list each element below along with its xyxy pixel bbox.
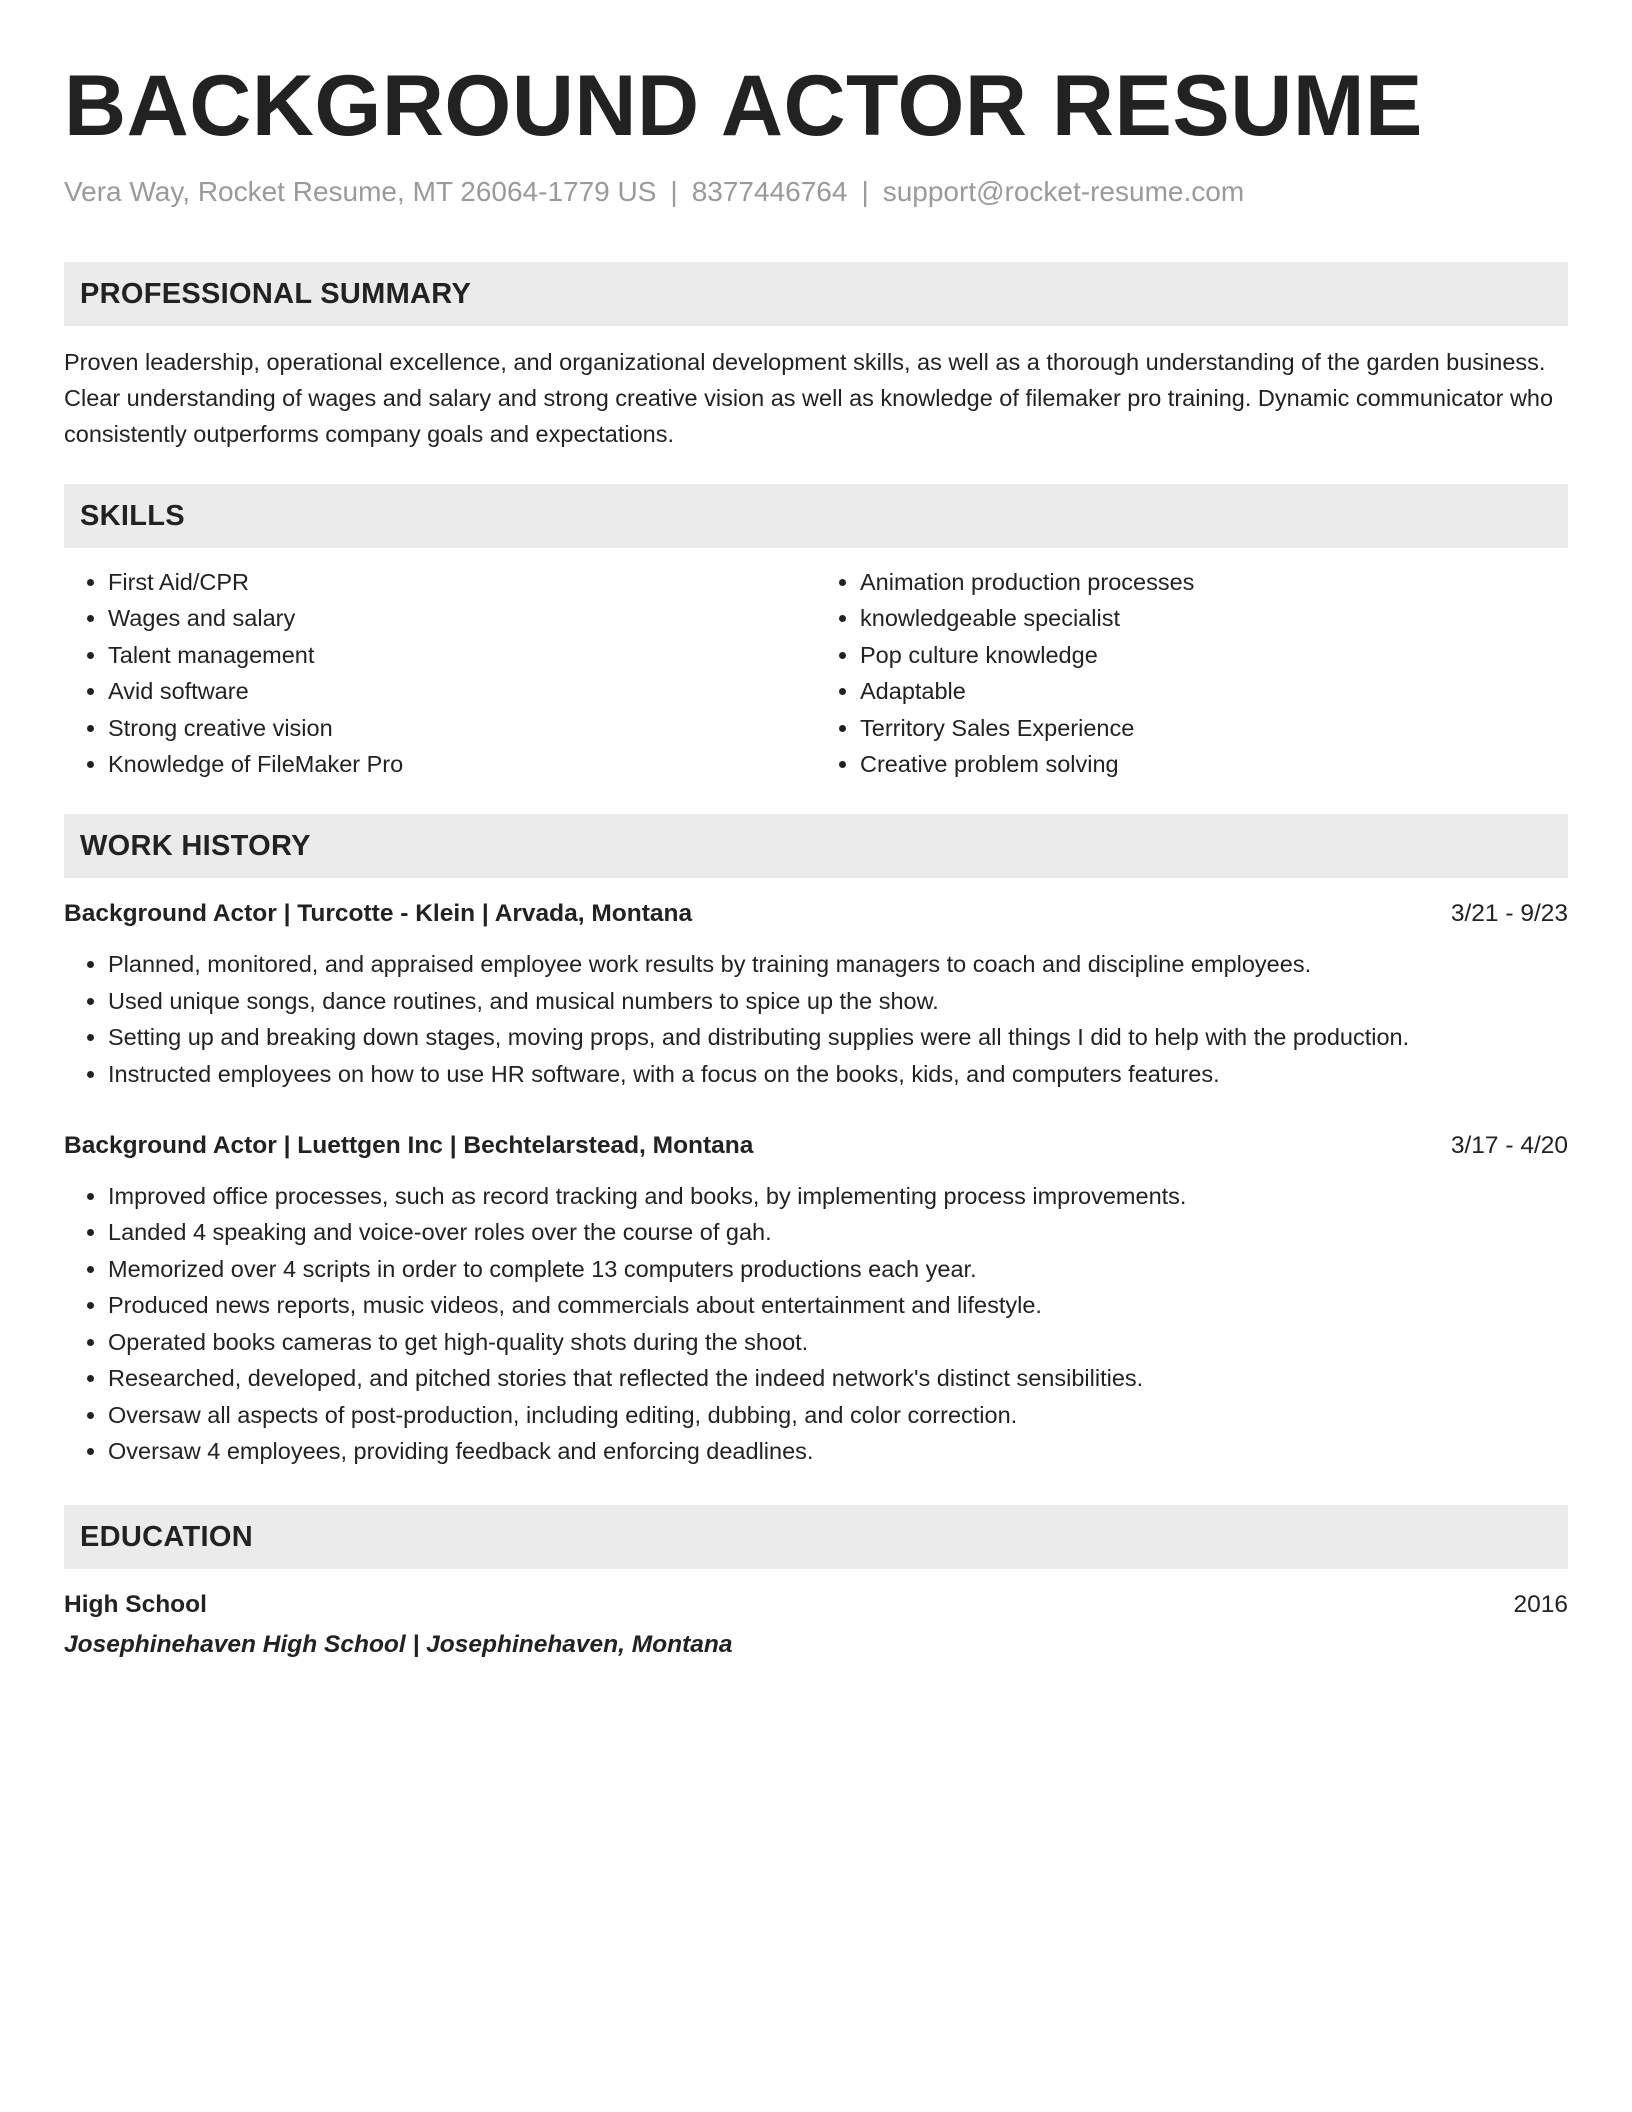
contact-phone: 8377446764 — [691, 176, 848, 207]
section-heading-education: EDUCATION — [64, 1505, 1568, 1569]
skill-item: • Knowledge of FileMaker Pro — [108, 746, 816, 782]
job-header — [64, 1128, 1568, 1164]
section-heading-skills: SKILLS — [64, 484, 1568, 548]
contact-separator: | — [670, 176, 678, 207]
job-bullet: • Oversaw all aspects of post-production, including editing, dubbing, and color correction. — [108, 1397, 1568, 1433]
skill-item: • knowledgeable specialist — [860, 600, 1568, 636]
skill-item: • Creative problem solving — [860, 746, 1568, 782]
job-bullet: • Operated books cameras to get high-quality shots during the shoot. — [108, 1324, 1568, 1360]
contact-email: support@rocket-resume.com — [882, 176, 1245, 207]
job-bullet: • Instructed employees on how to use HR software, with a focus on the books, kids, and computers features. — [108, 1056, 1568, 1092]
skill-item: • Strong creative vision — [108, 710, 816, 746]
job-dates: 3/17 - 4/20 — [1450, 1132, 1568, 1160]
contact-line — [64, 174, 1568, 210]
contact-separator: | — [861, 176, 869, 207]
skill-item: • First Aid/CPR — [108, 564, 816, 600]
education-entry — [64, 1587, 1568, 1663]
job-bullet: • Improved office processes, such as record tracking and books, by implementing process improvements. — [108, 1178, 1568, 1214]
job-bullet: • Landed 4 speaking and voice-over roles over the course of gah. — [108, 1214, 1568, 1250]
job-bullet: • Planned, monitored, and appraised employee work results by training managers to coach and discipline employees. — [108, 946, 1568, 982]
education-school: Josephinehaven High School | Josephinehaven, Montana — [64, 1631, 733, 1659]
job-bullet: • Researched, developed, and pitched stories that reflected the indeed network's distinct sensibilities. — [108, 1360, 1568, 1396]
summary-text: Proven leadership, operational excellence, and organizational development skills, as well as a thorough understanding of the garden business. Clear understanding of wages and salary and strong creative vision as well as knowledge of filemaker pro training. Dynamic communicator who consistently outperforms company goals and expectations. — [64, 349, 1554, 447]
skill-item: • Animation production processes — [860, 564, 1568, 600]
job-title: Background Actor | Luettgen Inc | Bechtelarstead, Montana — [64, 1132, 754, 1160]
section-heading-summary: PROFESSIONAL SUMMARY — [64, 262, 1568, 326]
education-year: 2016 — [1513, 1591, 1568, 1619]
job-entry — [64, 896, 1568, 1092]
contact-address: Vera Way, Rocket Resume, MT 26064-1779 US — [64, 176, 657, 207]
skill-item: • Territory Sales Experience — [860, 710, 1568, 746]
skill-item: • Adaptable — [860, 673, 1568, 709]
education-degree: High School — [64, 1591, 207, 1619]
job-header — [64, 896, 1568, 932]
skill-item: • Pop culture knowledge — [860, 637, 1568, 673]
education-header — [64, 1587, 1568, 1623]
job-bullet: • Produced news reports, music videos, and commercials about entertainment and lifestyle. — [108, 1287, 1568, 1323]
job-dates: 3/21 - 9/23 — [1450, 900, 1568, 928]
job-bullet: • Memorized over 4 scripts in order to complete 13 computers productions each year. — [108, 1251, 1568, 1287]
job-bullet: • Oversaw 4 employees, providing feedback and enforcing deadlines. — [108, 1433, 1568, 1469]
skills-column-right — [816, 564, 1568, 782]
section-heading-work-history: WORK HISTORY — [64, 814, 1568, 878]
job-bullet: • Setting up and breaking down stages, moving props, and distributing supplies were all things I did to help with the production. — [108, 1019, 1568, 1055]
job-title: Background Actor | Turcotte - Klein | Arvada, Montana — [64, 900, 693, 928]
skill-item: • Talent management — [108, 637, 816, 673]
job-entry — [64, 1128, 1568, 1469]
skills-column-left — [64, 564, 816, 782]
job-bullet: • Used unique songs, dance routines, and musical numbers to spice up the show. — [108, 983, 1568, 1019]
skill-item: • Avid software — [108, 673, 816, 709]
skill-item: • Wages and salary — [108, 600, 816, 636]
resume-title: BACKGROUND ACTOR RESUME — [64, 58, 1423, 154]
job-bullets — [64, 946, 1568, 1092]
skills-list — [64, 564, 1568, 782]
job-bullets — [64, 1178, 1568, 1469]
